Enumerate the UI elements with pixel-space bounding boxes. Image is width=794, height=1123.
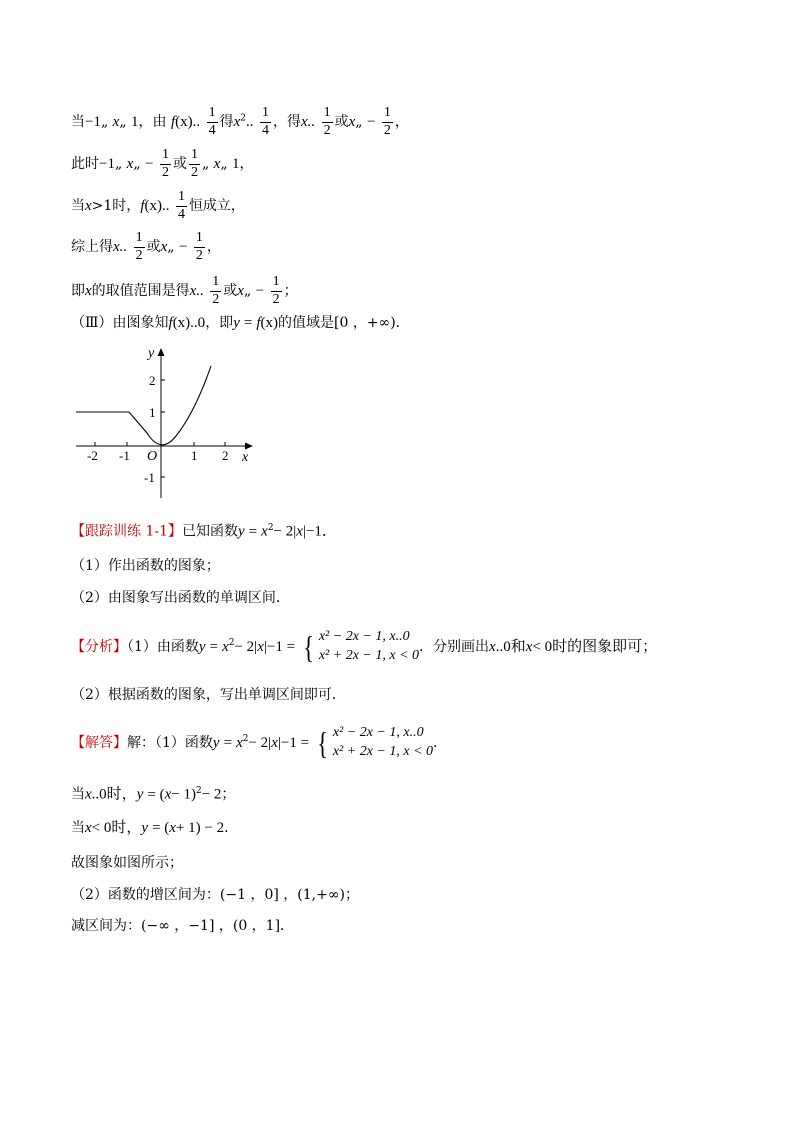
math-var: x.. (300, 114, 316, 131)
line-17 (71, 919, 294, 933)
text: 或 (146, 239, 161, 256)
fraction: $\frac{1}{2}$ (383, 105, 391, 138)
math-var: x (236, 734, 243, 751)
math-var: y (198, 638, 206, 655)
text: 综上得 (71, 239, 113, 256)
line-4: 综上得x.. $\frac{1}{2}$ 或x„ − $\frac{1}{2}$ ， (71, 230, 221, 263)
math: 1 (131, 114, 139, 131)
math-var: f (171, 114, 176, 131)
text: 或 (172, 156, 187, 173)
text: 或 (223, 283, 238, 300)
fraction: $\frac{1}{2}$ (212, 274, 220, 307)
line-6: （Ⅲ）由图象知f(x)..0，即y = f(x)的值域是[0 ，+∞)． (71, 315, 410, 331)
fraction: $\frac{1}{2}$ (161, 147, 169, 180)
math-var: y (141, 820, 149, 836)
math-var: x (489, 638, 496, 655)
math-var: x (164, 786, 172, 803)
line-5: 即x的取值范围是得x.. $\frac{1}{2}$ 或x„ − $\frac{1}{2}$ ； (71, 274, 298, 307)
math-var: x (271, 734, 278, 751)
math-var: x (296, 523, 303, 540)
text: （2）由图象写出函数的单调区间． (71, 590, 290, 606)
function-graph (70, 340, 260, 505)
x-tick-label: 2 (222, 448, 229, 463)
function-curve (76, 366, 211, 445)
analysis-tag: 【分析】 (71, 638, 127, 655)
fraction: $\frac{1}{2}$ (195, 230, 203, 263)
text: 当 (71, 786, 85, 803)
math-var: x (525, 638, 533, 655)
line-1: 当−1„ x„ 1，由 f(x).. $\frac{1}{4}$ 得$x^2$.. $\frac{1}{4}$ ，得x.. $\frac{1}{2}$ 或x„ − $\frac{1}{2}$ ， (71, 105, 409, 138)
fraction: $\frac{1}{2}$ (272, 274, 280, 307)
math-var: x (233, 114, 241, 131)
text: ，即 (205, 315, 234, 331)
text: （1）由函数 (127, 638, 199, 655)
line-7: 【跟踪训练 1-1】已知函数$y = x^2- 2|x|-1$． (71, 523, 337, 540)
line-15 (71, 856, 183, 870)
y-tick-label: 2 (149, 373, 156, 388)
math-var: x (169, 820, 176, 836)
exponent: 2 (240, 113, 247, 124)
math-var: x (85, 786, 92, 803)
text: 已知函数 (182, 523, 238, 540)
math-var: x (112, 114, 120, 131)
text: 或 (334, 114, 349, 131)
text: ，得 (272, 114, 301, 131)
text: 当 (71, 820, 85, 836)
text: （1）作出函数的图象； (71, 558, 220, 574)
x-tick-label: -2 (87, 448, 98, 463)
y-axis-arrow (158, 348, 165, 356)
line-3: 当x>1时，f(x).. $\frac{1}{4}$ 恒成立， (71, 189, 245, 222)
math-var: x (160, 239, 168, 256)
math-var: y (212, 734, 220, 751)
line-9 (71, 591, 290, 605)
x-tick-label: 1 (191, 448, 198, 463)
math-var: x (85, 820, 92, 836)
math: (x).. (175, 114, 201, 131)
line-2: 此时−1„ x„ − $\frac{1}{2}$ 或 $\frac{1}{2}$ „ x„ 1， (71, 147, 254, 180)
text: 故图象如图所示； (71, 855, 183, 871)
text: （2）根据函数的图象，写出单调区间即可． (71, 687, 346, 703)
text: 减区间为：(−∞ ，−1] ，(0 ，1]． (71, 918, 295, 934)
line-10: 【分析】（1）由函数$y = x^2- 2|x|-1$ = { x² − 2x − 1, x..0 x² + 2x − 1, x < 0 ．分别画出x..0和x< 0时的图象即可； (71, 628, 658, 665)
y-tick-label: -1 (144, 470, 155, 485)
x-axis-arrow (245, 443, 253, 450)
y-tick-label: 1 (149, 405, 156, 420)
text: 当 (71, 114, 85, 131)
text: ， (394, 114, 409, 131)
math-var: x (213, 156, 221, 173)
math-var: f (140, 198, 145, 215)
math-var: x (85, 198, 92, 215)
math: −1 (85, 114, 101, 131)
math-var: x (85, 283, 92, 300)
math-var: x (237, 283, 244, 300)
line-12: 【解答】解：（1）函数$y = x^2- 2|x|-1$ = { x² − 2x − 1, x..0 x² + 2x − 1, x < 0 ． (71, 724, 448, 761)
piecewise-cases: x² − 2x − 1, x..0 x² + 2x − 1, x < 0 (318, 629, 420, 663)
line-13: 当x..0时，$y = (x- 1)^2- 2$； (71, 786, 236, 803)
math-var: x (348, 114, 356, 131)
math-var: f (168, 315, 173, 331)
math-var: x (222, 638, 229, 655)
line-16 (71, 888, 359, 902)
text: 的值域是[0 ，+∞)． (278, 315, 410, 331)
math-var: f (256, 315, 261, 331)
text: 解：（1）函数 (127, 734, 213, 751)
fraction: $\frac{1}{4}$ (208, 105, 216, 138)
math-var: x (126, 156, 134, 173)
fraction: $\frac{1}{2}$ (323, 105, 331, 138)
math-var: x.. (189, 283, 204, 300)
text: （Ⅲ）由图象知 (71, 315, 169, 331)
answer-tag: 【解答】 (71, 734, 127, 751)
text: 的取值范围是得 (91, 283, 190, 300)
text: ，由 (138, 114, 167, 131)
text: 即 (71, 283, 85, 300)
math-var: y (238, 523, 245, 540)
math-var: x.. (113, 239, 128, 256)
text: 此时 (71, 156, 99, 173)
origin-label: O (147, 449, 158, 464)
fraction: $\frac{1}{4}$ (177, 189, 185, 222)
math-var: y (233, 315, 240, 331)
section-tag: 【跟踪训练 1-1】 (71, 523, 182, 540)
text: （2）函数的增区间为：(−1 ，0] ，(1,+∞)； (71, 887, 359, 903)
math-var: y (136, 786, 144, 803)
fraction: $\frac{1}{2}$ (135, 230, 143, 263)
text: 恒成立， (188, 198, 245, 215)
text: 得 (219, 114, 234, 131)
text: >1时， (91, 198, 141, 215)
math-var: x (257, 638, 264, 655)
x-tick-label: -1 (119, 448, 130, 463)
text: 当 (71, 198, 85, 215)
line-8 (71, 559, 220, 573)
fraction: $\frac{1}{4}$ (261, 105, 269, 138)
math-var: x (261, 523, 268, 540)
line-14: 当x< 0时，y = (x+ 1) − 2． (71, 820, 239, 836)
fraction: $\frac{1}{2}$ (190, 147, 198, 180)
y-axis-label: y (148, 346, 155, 361)
line-11 (71, 688, 346, 702)
piecewise-cases: x² − 2x − 1, x..0 x² + 2x − 1, x < 0 (332, 725, 434, 759)
x-axis-label: x (242, 450, 249, 465)
